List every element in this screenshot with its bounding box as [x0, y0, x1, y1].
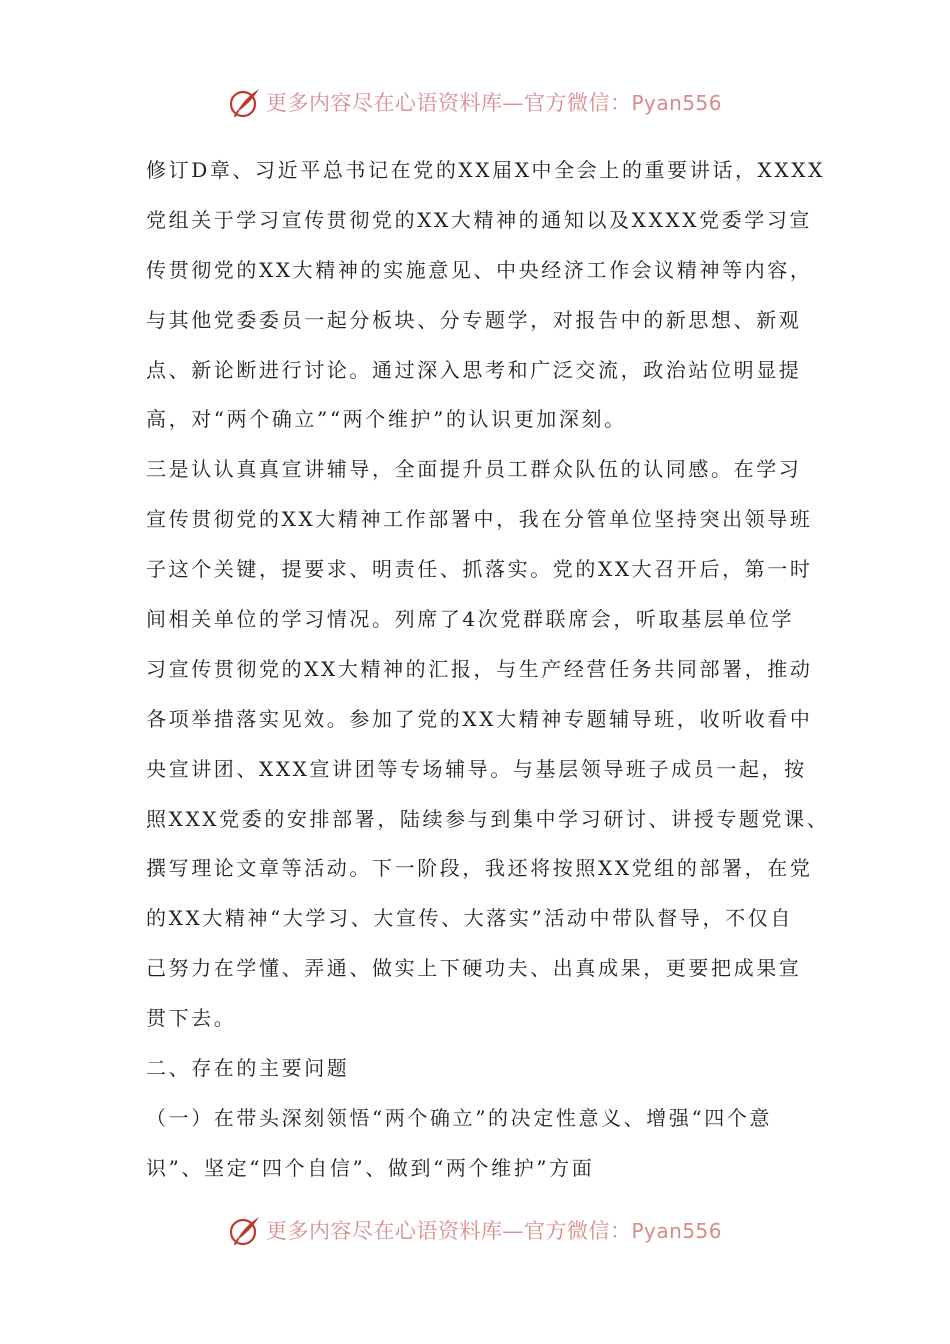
section-heading: 二、存在的主要问题	[146, 1056, 350, 1081]
text-line: 党组关于学习宣传贯彻党的XX大精神的通知以及XXXX党委学习宣	[146, 207, 813, 232]
subsection-heading: （一）在带头深刻领悟“两个确立”的决定性意义、增强“四个意	[146, 1105, 773, 1130]
text-line: 宣传贯彻党的XX大精神工作部署中，我在分管单位坚持突出领导班	[146, 507, 813, 532]
banner-text: 更多内容尽在心语资料库—官方微信：Pyan556	[265, 91, 722, 115]
text-line: 修订D章、习近平总书记在党的XX届X中全会上的重要讲话，XXXX	[146, 158, 825, 182]
wechat-id: Pyan556	[631, 1219, 722, 1243]
text-line: 识”、坚定“四个自信”、做到“两个维护”方面	[146, 1155, 595, 1180]
text-line: 的XX大精神“大学习、大宣传、大落实”活动中带队督导，不仅自	[146, 906, 793, 931]
quill-logo-icon	[228, 85, 262, 119]
text-line: 己努力在学懂、弄通、做实上下硬功夫、出真成果，更要把成果宣	[146, 956, 802, 981]
text-line: 央宣讲团、XXX宣讲团等专场辅导。与基层领导班子成员一起，按	[146, 756, 807, 781]
text-line: 三是认认真真宣讲辅导，全面提升员工群众队伍的认同感。在学习	[146, 457, 802, 482]
text-line: 贯下去。	[146, 1006, 237, 1031]
text-line: 各项举措落实见效。参加了党的XX大精神专题辅导班，收听收看中	[146, 706, 813, 731]
text-line: 点、新论断进行讨论。通过深入思考和广泛交流，政治站位明显提	[146, 357, 802, 382]
banner-text: 更多内容尽在心语资料库—官方微信：Pyan556	[265, 1219, 722, 1243]
footer-banner	[0, 1210, 950, 1250]
text-line: 照XXX党委的安排部署，陆续参与到集中学习研讨、讲授专题党课、	[146, 806, 830, 831]
quill-logo-icon	[228, 1213, 262, 1247]
text-line: 高，对“两个确立”“两个维护”的认识更加深刻。	[146, 407, 627, 432]
text-line: 子这个关键，提要求、明责任、抓落实。党的XX大召开后，第一时	[146, 557, 813, 582]
text-line: 习宣传贯彻党的XX大精神的汇报，与生产经营任务共同部署，推动	[146, 656, 813, 681]
text-line: 间相关单位的学习情况。列席了4次党群联席会，听取基层单位学	[146, 607, 795, 632]
text-line: 撰写理论文章等活动。下一阶段，我还将按照XX党组的部署，在党	[146, 856, 813, 881]
text-line: 传贯彻党的XX大精神的实施意见、中央经济工作会议精神等内容，	[146, 257, 813, 282]
document-body	[146, 146, 830, 1194]
text-line: 与其他党委委员一起分板块、分专题学，对报告中的新思想、新观	[146, 307, 802, 332]
wechat-id: Pyan556	[631, 91, 722, 115]
header-banner	[0, 82, 950, 122]
